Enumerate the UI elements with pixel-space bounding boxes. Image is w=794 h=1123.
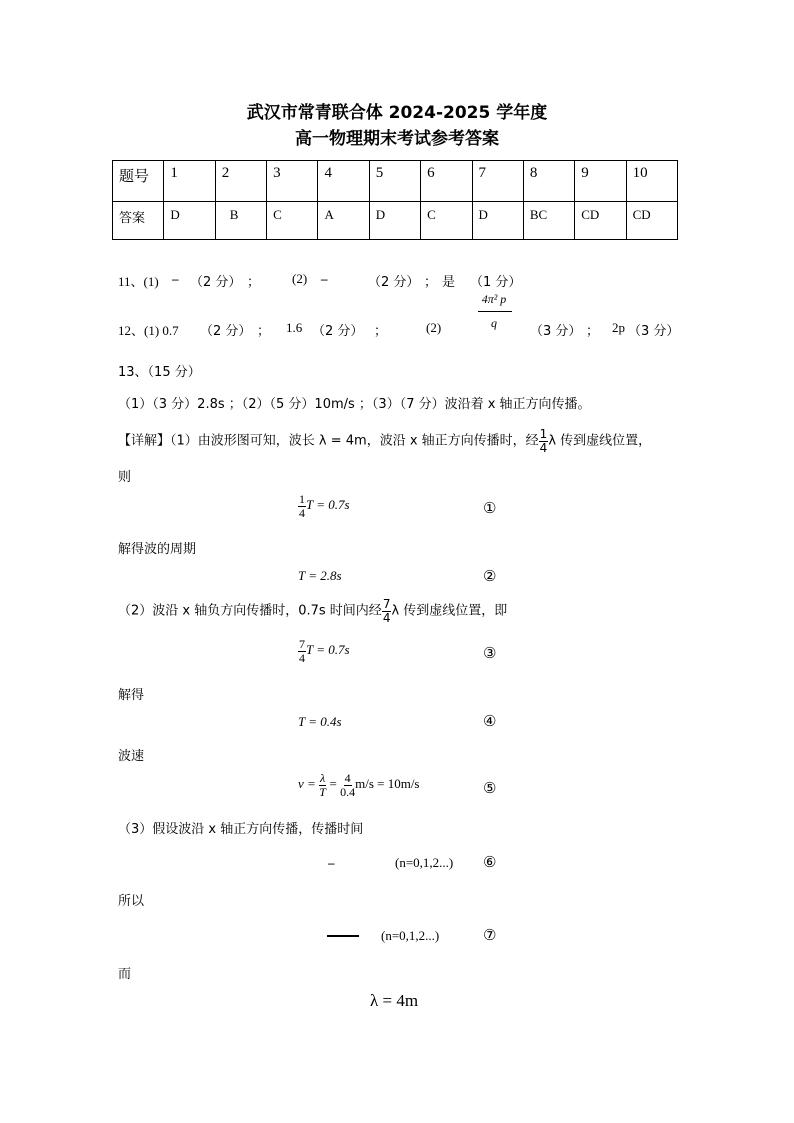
- fraction: [298, 638, 306, 664]
- question-number: 9: [575, 161, 626, 202]
- equation-3: [298, 638, 350, 664]
- answer-cell: D: [369, 202, 420, 240]
- then-text: 则: [118, 470, 132, 485]
- question-number: 3: [267, 161, 318, 202]
- fraction-one-quarter: [539, 428, 549, 454]
- q12-score-4: （3 分）: [628, 324, 680, 339]
- fraction-4-over-04: [340, 772, 355, 798]
- separator: ；: [374, 324, 388, 339]
- equation-marker-7: ⑦: [483, 928, 497, 944]
- answer-cell: D: [164, 202, 215, 240]
- answer-cell: CD: [626, 202, 677, 240]
- q11-part-2: (2): [292, 271, 308, 286]
- q12-fraction-numerator: 4π² p: [481, 292, 507, 306]
- equation-7-fraction-bar: [327, 935, 359, 937]
- q13-detail-line: [118, 428, 651, 454]
- fraction: [298, 493, 306, 519]
- answer-cell: C: [421, 202, 472, 240]
- period-text: 解得波的周期: [118, 542, 197, 557]
- question-number: 6: [421, 161, 472, 202]
- q11-blank-1: –: [172, 271, 179, 286]
- q12-score-2: （2 分）: [312, 324, 364, 339]
- equation-marker-1: ①: [483, 501, 497, 517]
- and-text: 而: [118, 967, 132, 982]
- fraction-numerator: 7: [299, 637, 305, 651]
- part2-text-a: （2）波沿 x 轴负方向传播时，0.7s 时间内经: [118, 603, 382, 619]
- q11-blank-2: –: [321, 271, 328, 286]
- q13-label: 13、（15 分）: [118, 365, 201, 380]
- part2-text-b: λ 传到虚线位置，即: [391, 603, 508, 619]
- answer-cell: A: [318, 202, 369, 240]
- page-subtitle: 高一物理期末考试参考答案: [295, 129, 499, 149]
- fraction-numerator: λ: [320, 771, 326, 785]
- q12-part-3: (2): [426, 320, 442, 335]
- fraction-numerator: 7: [382, 597, 391, 611]
- fraction-lambda-over-t: [319, 772, 326, 798]
- q11-label: 11、(1): [118, 274, 159, 289]
- question-number: 1: [164, 161, 215, 202]
- equation-rest: T = 0.7s: [306, 497, 350, 513]
- q12-score-1: （2 分）: [200, 324, 252, 339]
- fraction-seven-quarters: [382, 598, 392, 624]
- detail-text-1a: （1）由波形图可知，波长 λ = 4m，波沿 x 轴正方向传播时，经: [170, 433, 539, 449]
- detail-text-1b: λ 传到虚线位置，: [548, 433, 652, 449]
- answer-cell: D: [472, 202, 523, 240]
- equation-marker-3: ③: [483, 646, 497, 662]
- q12-value-4: 2p: [612, 320, 625, 335]
- equation-7-condition: (n=0,1,2...): [381, 928, 440, 943]
- fraction-denominator: 4: [539, 440, 548, 455]
- equation-5: [298, 772, 420, 798]
- detail-tag: 【详解】: [118, 433, 171, 449]
- q11-score-3: （1 分）: [470, 275, 522, 290]
- question-number: 4: [318, 161, 369, 202]
- q12-fraction-bar: [478, 311, 512, 312]
- answer-row-label: 答案: [113, 202, 164, 240]
- number-row-label: 题号: [113, 161, 164, 202]
- q11-part-3: 是: [442, 275, 456, 290]
- answer-cell: B: [215, 202, 266, 240]
- answer-cell: BC: [523, 202, 574, 240]
- eq5-v: v =: [298, 776, 316, 792]
- fraction-denominator: 4: [299, 505, 305, 520]
- fraction-denominator: T: [319, 784, 326, 799]
- fraction-denominator: 4: [299, 650, 305, 665]
- equation-8: λ = 4m: [370, 991, 419, 1010]
- equation-2: T = 2.8s: [298, 568, 342, 583]
- question-number: 7: [472, 161, 523, 202]
- fraction-denominator: 4: [382, 610, 391, 625]
- question-number: 8: [523, 161, 574, 202]
- eq5-equals: =: [329, 776, 337, 792]
- q11-score-1: （2 分）: [190, 275, 242, 290]
- q11-score-2: （2 分）: [368, 275, 420, 290]
- equation-4: T = 0.4s: [298, 714, 342, 729]
- equation-6-placeholder: –: [328, 855, 335, 870]
- number-row: [113, 161, 678, 202]
- separator: ；: [257, 324, 271, 339]
- question-number: 2: [215, 161, 266, 202]
- question-number: 5: [369, 161, 420, 202]
- equation-marker-5: ⑤: [483, 781, 497, 797]
- q12-label: 12、(1) 0.7: [118, 323, 179, 338]
- q12-value-2: 1.6: [286, 320, 303, 335]
- q12-fraction-denominator: q: [491, 316, 497, 330]
- q13-summary: （1）（3 分）2.8s ；（2）（5 分）10m/s ；（3）（7 分）波沿着 x 轴正方向传播。: [118, 397, 591, 412]
- equation-1: [298, 493, 350, 519]
- q12-score-3: （3 分）: [530, 324, 582, 339]
- fraction-denominator: 0.4: [340, 784, 356, 799]
- equation-marker-6: ⑥: [483, 855, 497, 871]
- part3-text: （3）假设波沿 x 轴正方向传播，传播时间: [118, 822, 364, 837]
- question-number: 10: [626, 161, 677, 202]
- answer-cell: CD: [575, 202, 626, 240]
- answer-row: [113, 202, 678, 240]
- part2-line: [118, 598, 507, 624]
- eq5-rest: m/s = 10m/s: [355, 776, 420, 792]
- separator: ；: [247, 275, 261, 290]
- fraction-numerator: 1: [539, 427, 548, 441]
- equation-rest: T = 0.7s: [306, 642, 350, 658]
- solve-text: 解得: [118, 688, 145, 703]
- speed-text: 波速: [118, 749, 145, 764]
- fraction-numerator: 4: [344, 771, 351, 785]
- so-text: 所以: [118, 894, 145, 909]
- page-title: 武汉市常青联合体 2024-2025 学年度: [246, 103, 548, 123]
- separator: ；: [586, 324, 600, 339]
- equation-marker-4: ④: [483, 714, 497, 730]
- fraction-numerator: 1: [299, 492, 305, 506]
- equation-6-condition: (n=0,1,2...): [395, 855, 454, 870]
- separator: ；: [424, 275, 438, 290]
- equation-marker-2: ②: [483, 569, 497, 585]
- answer-cell: C: [267, 202, 318, 240]
- answer-table: [112, 160, 678, 240]
